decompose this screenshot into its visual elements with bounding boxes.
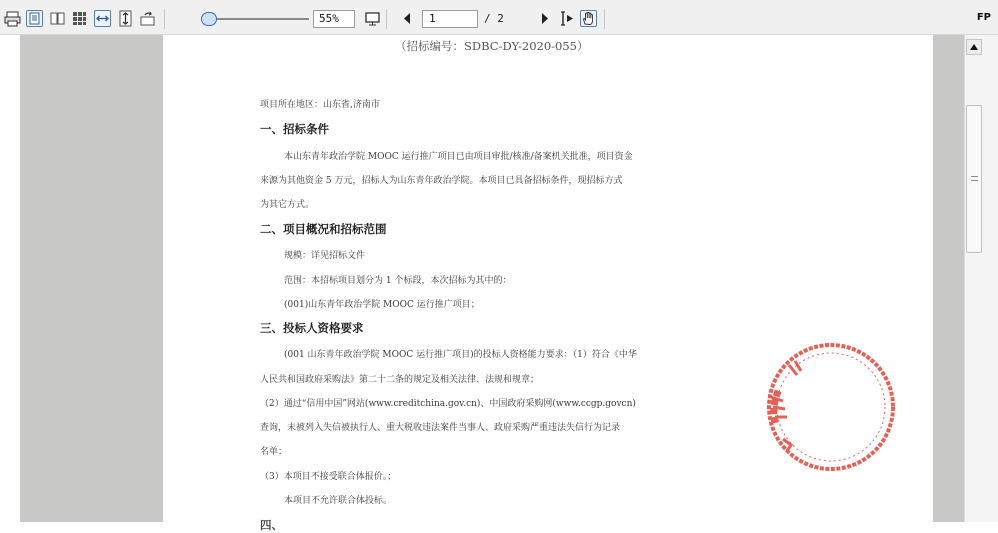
scroll-up-arrow-icon[interactable]: [966, 39, 982, 55]
previous-page-icon[interactable]: [399, 10, 416, 27]
section-heading: 一、招标条件: [260, 122, 329, 136]
section-heading: 三、投标人资格要求: [260, 321, 364, 335]
toolbar-separator: [386, 9, 387, 29]
official-seal-stamp: [731, 327, 891, 487]
section-heading-cut: 四、: [260, 518, 283, 532]
two-page-view-icon[interactable]: [49, 10, 66, 27]
rotate-page-icon[interactable]: [139, 10, 156, 27]
paragraph-line: (001)山东青年政治学院 MOOC 运行推广项目；: [284, 300, 480, 310]
text-select-tool-icon[interactable]: [558, 10, 575, 27]
vertical-scrollbar[interactable]: [964, 35, 998, 522]
paragraph-line: (001 山东青年政治学院 MOOC 运行推广项目)的投标人资格能力要求：（1）符合《中华: [284, 350, 637, 360]
hand-tool-icon[interactable]: [580, 10, 597, 27]
document-viewer[interactable]: [20, 35, 964, 532]
fp-label: FP: [976, 12, 991, 23]
zoom-slider-thumb[interactable]: [201, 12, 217, 26]
scrollbar-grip-icon: [971, 176, 978, 181]
document-page: [163, 35, 933, 532]
paragraph-line: 本项目不允许联合体投标。: [284, 496, 393, 506]
zoom-level-field[interactable]: 55%: [313, 10, 355, 28]
presentation-mode-icon[interactable]: [364, 10, 381, 27]
paragraph-line: 规模：详见招标文件: [284, 251, 366, 261]
thumbnail-grid-icon[interactable]: [71, 10, 88, 27]
paragraph-line: 为其它方式。: [260, 200, 315, 210]
viewer-toolbar: [0, 0, 998, 35]
left-margin-strip: [0, 35, 20, 522]
toolbar-separator: [164, 9, 165, 29]
print-icon[interactable]: [4, 10, 21, 27]
scrollbar-thumb[interactable]: [966, 105, 982, 253]
page-number-input[interactable]: 1: [422, 10, 478, 28]
paragraph-line: 人民共和国政府采购法》第二十二条的规定及相关法律、法规和规章；: [260, 375, 540, 385]
toolbar-separator: [604, 9, 605, 29]
single-page-view-icon[interactable]: [26, 10, 43, 27]
fit-height-icon[interactable]: [117, 10, 134, 27]
fit-width-icon[interactable]: [94, 10, 111, 27]
paragraph-line: 名单；: [260, 447, 288, 457]
bid-code-line: （招标编号：SDBC-DY-2020-055）: [395, 39, 589, 53]
paragraph-line: 本山东青年政治学院 MOOC 运行推广项目已由项目审批/核准/备案机关批准，项目资金: [284, 152, 633, 162]
page-total-label: / 2: [484, 12, 504, 25]
paragraph-line: （3）本项目不接受联合体报价。；: [260, 472, 397, 482]
next-page-icon[interactable]: [536, 10, 553, 27]
section-heading: 二、项目概况和招标范围: [260, 222, 387, 236]
paragraph-line: 来源为其他资金 5 万元，招标人为山东青年政治学院。本项目已具备招标条件，现招标方式: [260, 176, 623, 186]
project-location: 项目所在地区：山东省,济南市: [260, 100, 380, 110]
zoom-slider-track[interactable]: [205, 18, 309, 20]
paragraph-line: （2）通过“信用中国”网站(www.creditchina.gov.cn)、中国政府采购网(www.ccgp.govcn): [260, 399, 636, 409]
paragraph-line: 查询，未被列入失信被执行人、重大税收违法案件当事人、政府采购严重违法失信行为记录: [260, 423, 621, 433]
paragraph-line: 范围：本招标项目划分为 1 个标段，本次招标为其中的：: [284, 276, 512, 286]
